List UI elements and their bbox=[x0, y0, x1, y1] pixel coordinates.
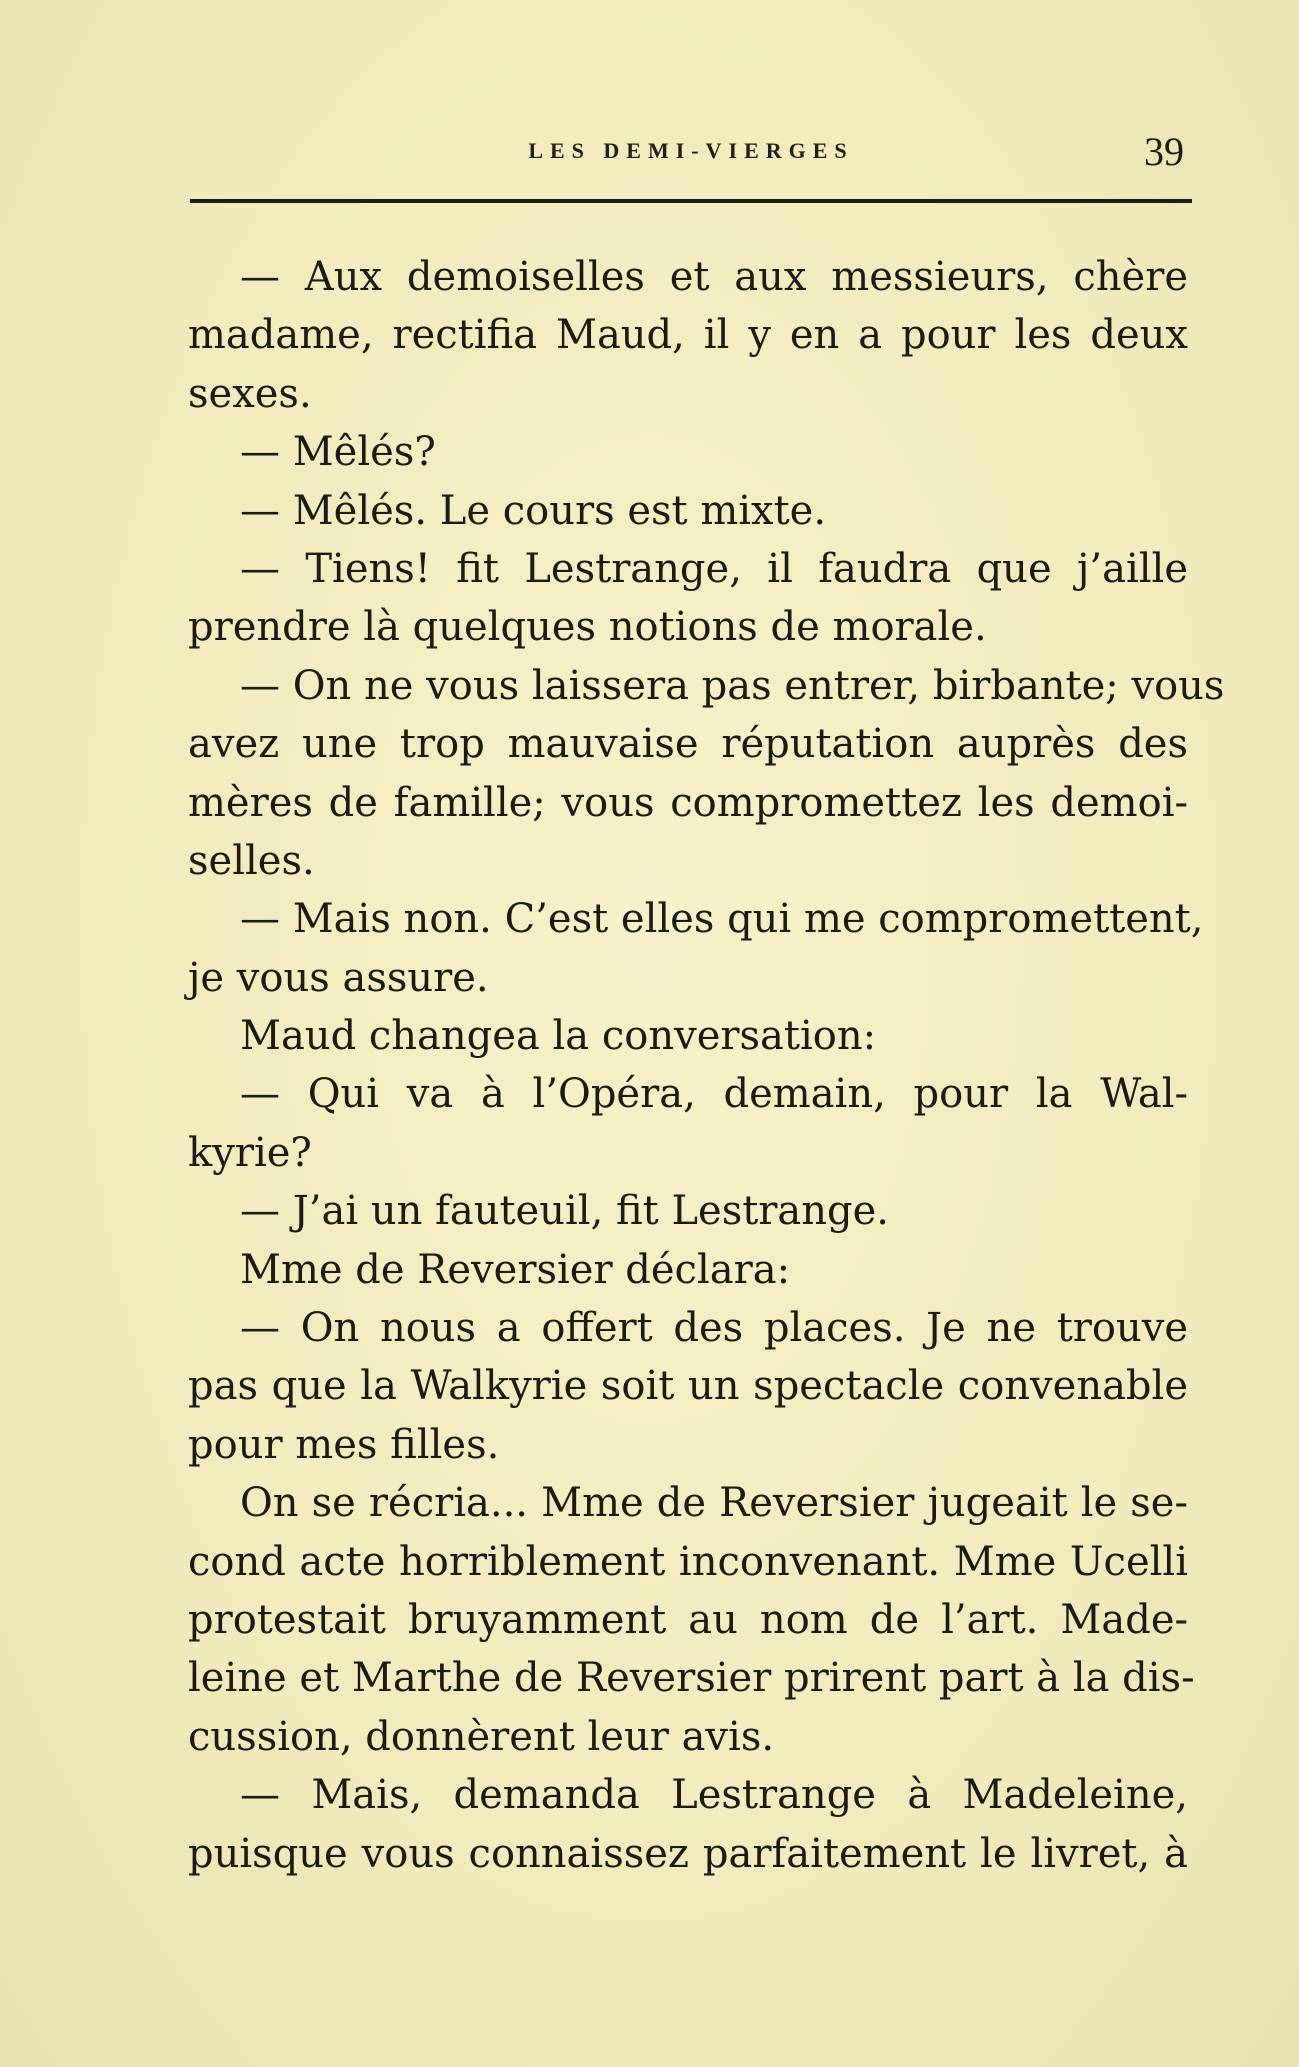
page-number: 39 bbox=[1144, 129, 1184, 174]
text-line: cussion, donnèrent leur avis. bbox=[188, 1713, 775, 1760]
text-line: sexes. bbox=[188, 370, 312, 417]
text-line: prendre là quelques notions de morale. bbox=[188, 604, 987, 651]
text-line: mères de famille; vous compromettez les demoi- bbox=[188, 779, 1188, 826]
text-line: — J’ai un fauteuil, fit Lestrange. bbox=[240, 1188, 890, 1235]
text-line: — Mais non. C’est elles qui me compromettent, bbox=[240, 896, 1204, 943]
text-line: avez une trop mauvaise réputation auprès des bbox=[188, 721, 1188, 768]
text-line: — Aux demoiselles et aux messieurs, chère bbox=[240, 254, 1188, 300]
text-line: kyrie? bbox=[188, 1129, 312, 1176]
text-line: je vous assure. bbox=[188, 954, 489, 1001]
text-line: — On nous a offert des places. Je ne trouve bbox=[240, 1305, 1188, 1352]
text-line: madame, rectifia Maud, il y en a pour les deux bbox=[188, 312, 1188, 359]
text-line: — Mêlés. Le cours est mixte. bbox=[240, 487, 827, 534]
text-line: Mme de Reversier déclara: bbox=[240, 1246, 791, 1293]
text-line: cond acte horriblement inconvenant. Mme Ucelli bbox=[188, 1538, 1188, 1585]
body-text bbox=[188, 248, 1225, 1883]
text-line: — Qui va à l’Opéra, demain, pour la Wal- bbox=[240, 1071, 1188, 1118]
text-line: — Mais, demanda Lestrange à Madeleine, bbox=[240, 1772, 1188, 1819]
text-line: — On ne vous laissera pas entrer, birbante; vous bbox=[240, 662, 1225, 709]
text-line: leine et Marthe de Reversier prirent part à la dis- bbox=[188, 1655, 1195, 1702]
text-line: — Tiens! fit Lestrange, il faudra que j’aille bbox=[240, 545, 1188, 592]
page-header bbox=[190, 128, 1192, 172]
text-line: pour mes filles. bbox=[188, 1421, 500, 1468]
text-line: pas que la Walkyrie soit un spectacle convenable bbox=[188, 1363, 1188, 1410]
text-line: selles. bbox=[188, 837, 315, 884]
text-line: puisque vous connaissez parfaitement le livret, à bbox=[188, 1830, 1188, 1877]
running-title: LES DEMI-VIERGES bbox=[528, 138, 854, 163]
text-line: On se récria... Mme de Reversier jugeait le se- bbox=[240, 1480, 1188, 1527]
text-line: Maud changea la conversation: bbox=[240, 1013, 877, 1060]
header-rule bbox=[190, 199, 1192, 203]
text-line: protestait bruyamment au nom de l’art. Made- bbox=[188, 1596, 1188, 1643]
text-line: — Mêlés? bbox=[240, 429, 436, 476]
